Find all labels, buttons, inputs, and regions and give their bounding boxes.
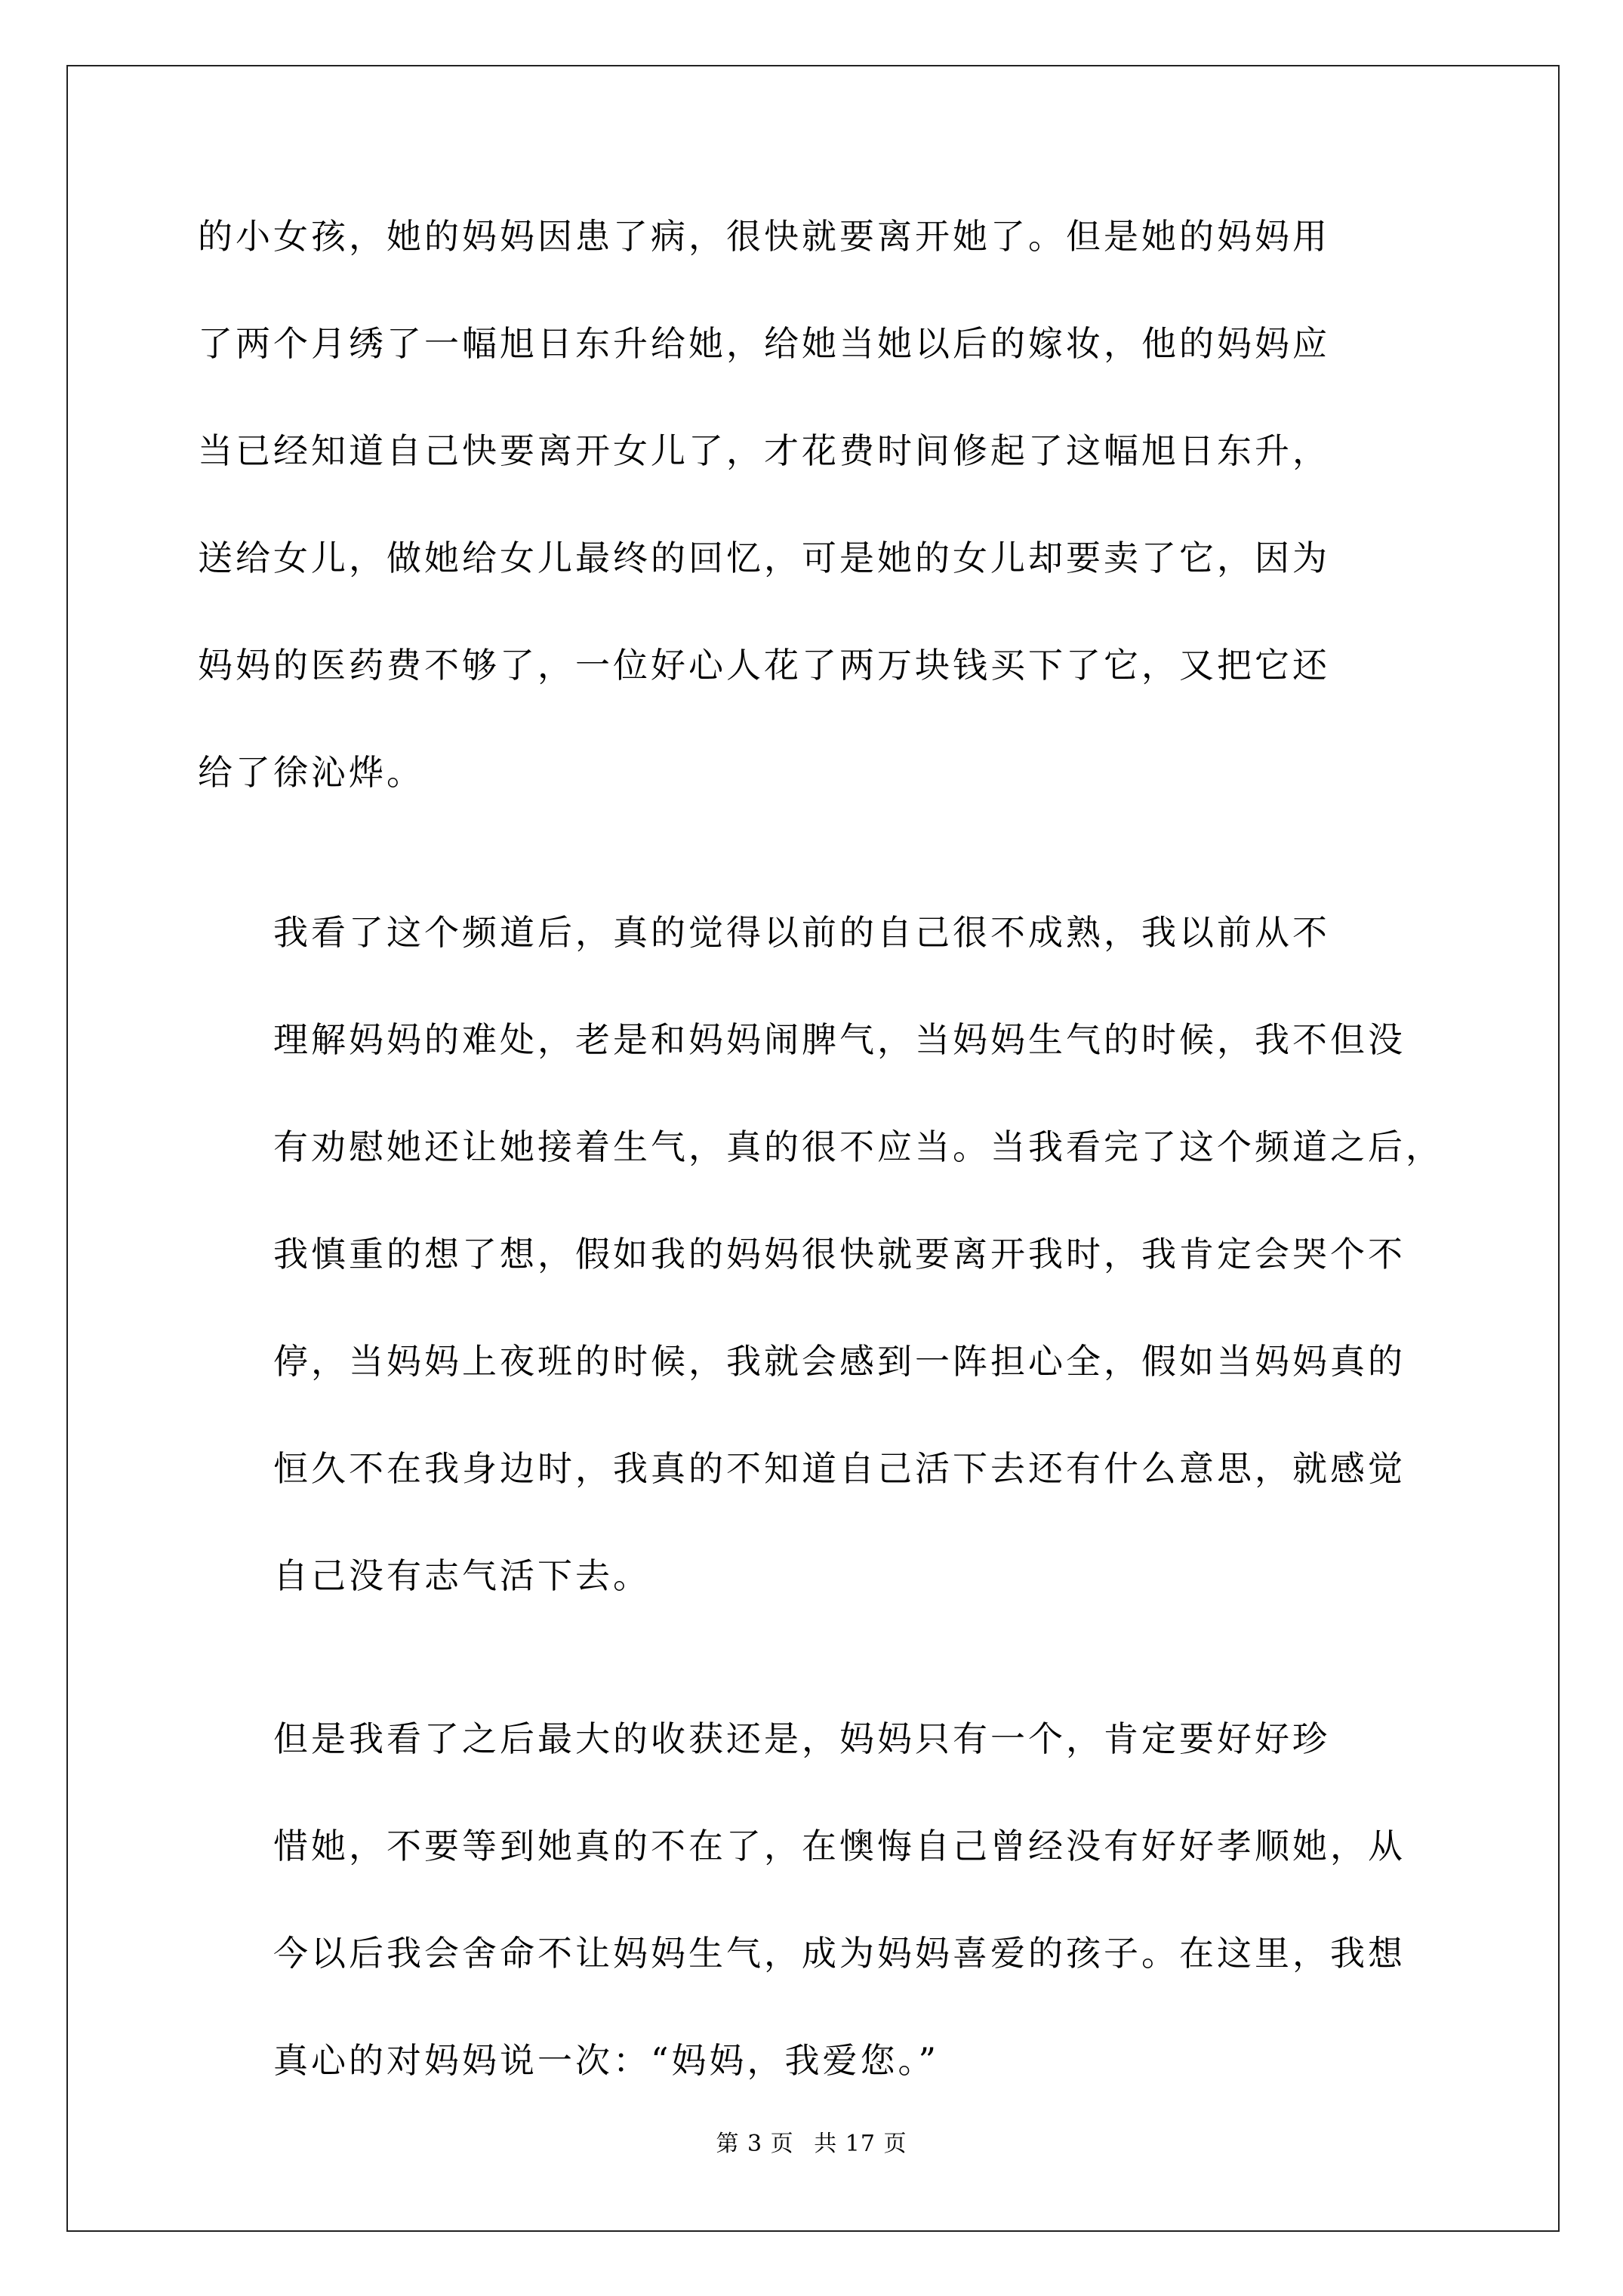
text-line: 有劝慰她还让她接着生气，真的很不应当。当我看完了这个频道之后，: [273, 1126, 1443, 1167]
text-line: 停，当妈妈上夜班的时候，我就会感到一阵担心全，假如当妈妈真的: [273, 1341, 1406, 1382]
text-line: 理解妈妈的难处，老是和妈妈闹脾气，当妈妈生气的时候，我不但没: [273, 1019, 1406, 1060]
text-line: 恒久不在我身边时，我真的不知道自己活下去还有什么意思，就感觉: [273, 1448, 1406, 1489]
text-line: 但是我看了之后最大的收获还是，妈妈只有一个，肯定要好好珍: [273, 1718, 1330, 1759]
text-line: 给了徐沁烨。: [198, 752, 424, 793]
text-line: 的小女孩，她的妈妈因患了病，很快就要离开她了。但是她的妈妈用: [198, 216, 1330, 257]
text-line: 当已经知道自己快要离开女儿了，才花费时间修起了这幅旭日东升，: [198, 430, 1330, 471]
text-line: 今以后我会舍命不让妈妈生气，成为妈妈喜爱的孩子。在这里，我想: [273, 1933, 1406, 1974]
text-line: 惜她，不要等到她真的不在了，在懊悔自己曾经没有好好孝顺她，从: [273, 1826, 1406, 1866]
text-line: 了两个月绣了一幅旭日东升给她，给她当她以后的嫁妆，他的妈妈应: [198, 323, 1330, 364]
text-line: 送给女儿，做她给女儿最终的回忆，可是她的女儿却要卖了它，因为: [198, 538, 1330, 578]
paragraph-1: [198, 210, 1445, 853]
document-body: [198, 210, 1445, 2141]
page-footer: [0, 2125, 1623, 2158]
page-total: 共 17 页: [814, 2131, 907, 2157]
page-number: 第 3 页: [716, 2131, 794, 2157]
text-line: 我慎重的想了想，假如我的妈妈很快就要离开我时，我肯定会哭个不: [273, 1234, 1406, 1274]
text-line: 妈妈的医药费不够了，一位好心人花了两万块钱买下了它，又把它还: [198, 645, 1330, 686]
paragraph-3: [198, 1712, 1445, 2141]
text-line: 自己没有志气活下去。: [273, 1555, 651, 1596]
paragraph-2: [198, 906, 1445, 1657]
text-line: 我看了这个频道后，真的觉得以前的自己很不成熟，我以前从不: [273, 912, 1330, 953]
text-line: 真心的对妈妈说一次：“妈妈，我爱您。”: [273, 2040, 940, 2081]
